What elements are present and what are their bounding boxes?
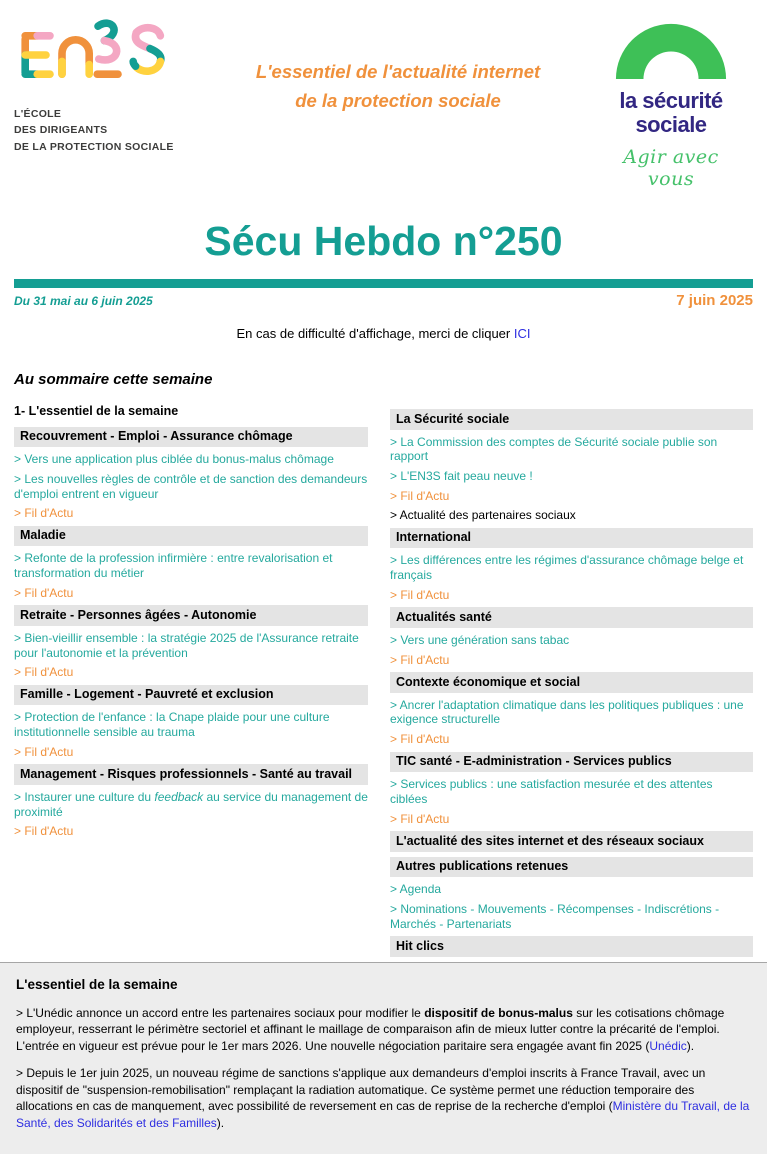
issue-date: 7 juin 2025 <box>676 292 753 310</box>
en3s-subtitle-line: DES DIRIGEANTS <box>14 124 108 137</box>
arch-icon <box>612 20 730 79</box>
en3s-logo <box>14 12 199 192</box>
newsletter-tagline <box>199 12 597 192</box>
notice-text: En cas de difficulté d'affichage, merci de cliquer <box>236 326 511 342</box>
toc-section-header: Hit clics <box>390 936 753 957</box>
toc-link[interactable]: > L'EN3S fait peau neuve ! <box>390 468 533 483</box>
toc-filactu-link[interactable]: > Fil d'Actu <box>14 824 74 839</box>
date-row <box>14 292 753 309</box>
toc-filactu-link[interactable]: > Fil d'Actu <box>14 665 74 680</box>
toc-link[interactable]: > La Commission des comptes de Sécurité sociale publie son rapport <box>390 434 718 464</box>
toc-filactu-link[interactable]: > Fil d'Actu <box>14 506 74 521</box>
table-of-contents <box>14 404 753 962</box>
en3s-subtitle-line: DE LA PROTECTION SOCIALE <box>14 140 174 153</box>
covered-date-range: Du 31 mai au 6 juin 2025 <box>14 294 153 309</box>
toc-link[interactable]: > Nominations - Mouvements - Récompenses - Indiscrétions - Marchés - Partenariats <box>390 902 720 931</box>
toc-link[interactable]: > Refonte de la profession infirmière : entre revalorisation et transformation du métier <box>14 551 333 581</box>
tagline-line-1: L'essentiel de l'actualité internet <box>255 61 541 82</box>
toc-link[interactable]: > Les différences entre les régimes d'assurance chômage belge et français <box>390 553 744 583</box>
display-problem-notice <box>0 326 767 341</box>
toc-filactu-link[interactable]: > Fil d'Actu <box>390 652 450 667</box>
essentials-heading: L'essentiel de la semaine <box>16 976 178 992</box>
essential-paragraph: > Depuis le 1er juin 2025, un nouveau régime de sanctions s'applique aux demandeurs d'emploi inscrits à France Travail, avec un dispositif de "suspension-remobilisation" remplaçant la radiation automatique. Ce système permet une réduction temporaire des allocations en cas de manquement, avec possibilité de reversement en cas de reprise de la recherche d'emploi (Ministère du Travail, de la Santé, des Solidarités et des Familles). <box>16 1066 750 1130</box>
toc-link[interactable]: > Instaurer une culture du feedback au service du management de proximité <box>14 789 368 819</box>
toc-link[interactable]: > Vers une application plus ciblée du bonus-malus chômage <box>14 452 334 467</box>
essentials-section <box>0 962 767 1154</box>
securite-sociale-wordmark <box>597 89 745 137</box>
tagline-line-2: de la protection sociale <box>295 89 501 111</box>
toc-column-left <box>14 404 368 844</box>
ici-link[interactable]: ICI <box>513 326 531 342</box>
toc-link[interactable]: > Les nouvelles règles de contrôle et de sanction des demandeurs d'emploi entrent en vigueur <box>14 471 368 501</box>
toc-filactu-link[interactable]: > Fil d'Actu <box>14 744 74 759</box>
toc-item-heading: 1- L'essentiel de la semaine <box>14 404 179 419</box>
toc-link[interactable]: > Protection de l'enfance : la Cnape plaide pour une culture institutionnelle sensible au trauma <box>14 710 330 740</box>
secu-word-line: sociale <box>635 111 707 137</box>
bold-text: dispositif de bonus-malus <box>424 1005 573 1020</box>
toc-section-header: L'actualité des sites internet et des réseaux sociaux <box>390 831 753 852</box>
toc-section-header: Contexte économique et social <box>390 672 753 693</box>
toc-section-header: Maladie <box>14 526 368 547</box>
teal-divider-bar <box>14 279 753 288</box>
essential-paragraph: > L'Unédic annonce un accord entre les partenaires sociaux pour modifier le dispositif de bonus-malus sur les cotisations chômage employeur, resserrant le périmètre sectoriel et affinant le maillage de comparaison afin de mieux lutter contre la précarité de l'emploi. L'entrée en vigueur est prévue pour le 1er mars 2026. Une nouvelle négociation paritaire sera engagée avant fin 2025 (Unédic). <box>16 1005 725 1053</box>
toc-section-header: Actualités santé <box>390 607 753 628</box>
toc-link[interactable]: > Agenda <box>390 882 442 897</box>
toc-section-header: Recouvrement - Emploi - Assurance chômage <box>14 427 368 448</box>
en3s-subtitle-line: L'ÉCOLE <box>14 108 62 120</box>
en3s-logo-icon <box>14 12 166 98</box>
page-title: Sécu Hebdo n°250 <box>204 218 563 264</box>
toc-filactu-link[interactable]: > Fil d'Actu <box>390 488 450 503</box>
toc-link[interactable]: > Services publics : une satisfaction mesurée et des attentes ciblées <box>390 777 713 806</box>
toc-column-right <box>390 404 753 962</box>
toc-filactu-link[interactable]: > Fil d'Actu <box>390 732 450 747</box>
secu-word-line: la sécurité <box>619 88 723 113</box>
toc-item-plain[interactable]: > Actualité des partenaires sociaux <box>390 508 576 523</box>
italic-text: feedback <box>154 789 204 804</box>
newsletter-header <box>0 0 767 192</box>
securite-sociale-logo <box>597 12 745 192</box>
toc-link[interactable]: > Ancrer l'adaptation climatique dans les politiques publiques : une exigence structurelle <box>390 697 744 727</box>
toc-filactu-link[interactable]: > Fil d'Actu <box>390 587 450 602</box>
toc-section-header: TIC santé - E-administration - Services publics <box>390 752 753 773</box>
toc-section-header: International <box>390 528 753 549</box>
toc-section-header: Management - Risques professionnels - Santé au travail <box>14 764 368 785</box>
secu-slogan: Agir avec vous <box>623 145 719 190</box>
inline-link[interactable]: Ministère du Travail, de la Santé, des Solidarités et des Familles <box>16 1099 750 1130</box>
toc-filactu-link[interactable]: > Fil d'Actu <box>14 585 74 600</box>
toc-section-header: Autres publications retenues <box>390 857 753 878</box>
toc-section-header: Retraite - Personnes âgées - Autonomie <box>14 605 368 626</box>
toc-filactu-link[interactable]: > Fil d'Actu <box>390 811 450 826</box>
inline-link[interactable]: Unédic <box>649 1038 687 1053</box>
toc-link[interactable]: > Vers une génération sans tabac <box>390 632 570 647</box>
toc-link[interactable]: > Bien-vieillir ensemble : la stratégie 2025 de l'Assurance retraite pour l'autonomie et la prévention <box>14 630 359 660</box>
toc-section-header: Famille - Logement - Pauvreté et exclusion <box>14 685 368 706</box>
toc-section-header: La Sécurité sociale <box>390 409 753 430</box>
summary-heading: Au sommaire cette semaine <box>14 371 213 389</box>
